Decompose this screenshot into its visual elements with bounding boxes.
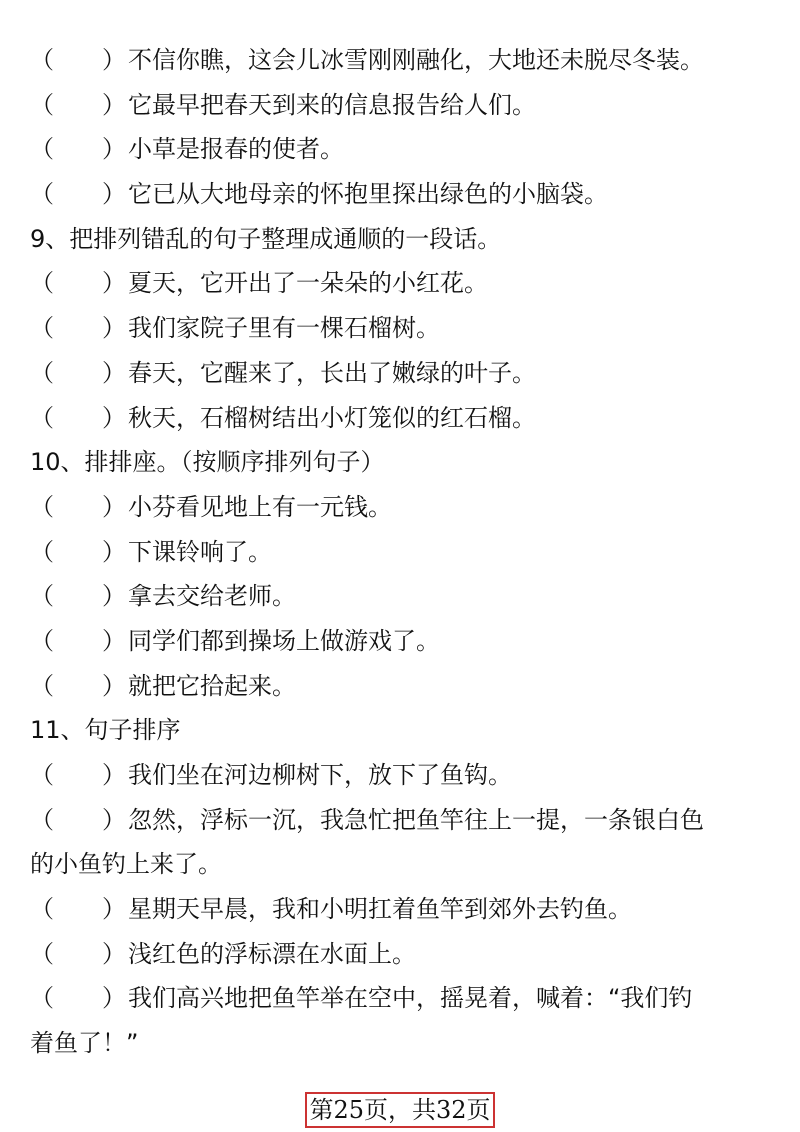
- list-item: [30, 887, 775, 932]
- list-item: [30, 664, 775, 709]
- sentence-continuation: 的小鱼钓上来了。: [30, 850, 222, 879]
- list-item: [30, 351, 775, 396]
- sentence-text: 下课铃响了。: [128, 537, 272, 566]
- sentence-text: 我们家院子里有一棵石榴树。: [128, 314, 440, 343]
- answer-blank[interactable]: （ ）: [30, 984, 126, 1013]
- answer-blank[interactable]: （ ）: [30, 180, 126, 209]
- answer-blank[interactable]: （ ）: [30, 761, 126, 789]
- answer-blank[interactable]: （ ）: [30, 46, 126, 74]
- answer-blank[interactable]: （ ）: [30, 671, 126, 700]
- sentence-continuation: 着鱼了！”: [30, 1029, 139, 1058]
- sentence-text: 同学们都到操场上做游戏了。: [128, 626, 440, 655]
- page-number: 第25页，共32页: [305, 1092, 494, 1128]
- sentence-text: 它最早把春天到来的信息报告给人们。: [128, 90, 536, 119]
- answer-blank[interactable]: （ ）: [30, 314, 126, 343]
- list-item: [30, 306, 775, 351]
- question-10-title: 10、排排座。（按顺序排列句子）: [30, 448, 385, 477]
- list-item: [30, 38, 775, 83]
- list-item: [30, 574, 775, 619]
- sentence-text: 它已从大地母亲的怀抱里探出绿色的小脑袋。: [128, 180, 608, 209]
- worksheet-content: [30, 38, 775, 1066]
- sentence-text: 拿去交给老师。: [128, 582, 296, 611]
- sentence-text: 秋天，石榴树结出小灯笼似的红石榴。: [128, 403, 536, 432]
- sentence-text: 就把它拾起来。: [128, 671, 296, 700]
- list-item: [30, 753, 775, 798]
- list-item: [30, 485, 775, 530]
- answer-blank[interactable]: （ ）: [30, 537, 126, 566]
- answer-blank[interactable]: （ ）: [30, 135, 126, 164]
- sentence-text: 星期天早晨，我和小明扛着鱼竿到郊外去钓鱼。: [128, 895, 632, 924]
- question-11-title: 11、句子排序: [30, 716, 181, 745]
- list-item: [30, 83, 775, 128]
- question-9-title: 9、把排列错乱的句子整理成通顺的一段话。: [30, 224, 502, 253]
- sentence-text: 小草是报春的使者。: [128, 135, 344, 164]
- answer-blank[interactable]: （ ）: [30, 269, 126, 298]
- sentence-text: 我们高兴地把鱼竿举在空中，摇晃着，喊着：“我们钓: [128, 984, 693, 1013]
- sentence-text: 浅红色的浮标漂在水面上。: [128, 939, 416, 968]
- sentence-text: 我们坐在河边柳树下，放下了鱼钩。: [128, 761, 512, 789]
- list-item: [30, 261, 775, 306]
- list-item: [30, 396, 775, 441]
- list-item: [30, 932, 775, 977]
- list-item: [30, 619, 775, 664]
- list-item: [30, 976, 775, 1021]
- answer-blank[interactable]: （ ）: [30, 626, 126, 655]
- answer-blank[interactable]: （ ）: [30, 358, 126, 387]
- sentence-text: 春天，它醒来了，长出了嫩绿的叶子。: [128, 358, 536, 387]
- sentence-text: 忽然，浮标一沉，我急忙把鱼竿往上一提，一条银白色: [128, 805, 704, 834]
- answer-blank[interactable]: （ ）: [30, 939, 126, 968]
- page-footer: [0, 1092, 800, 1128]
- sentence-text: 夏天，它开出了一朵朵的小红花。: [128, 269, 488, 298]
- list-item: [30, 172, 775, 217]
- answer-blank[interactable]: （ ）: [30, 805, 126, 834]
- answer-blank[interactable]: （ ）: [30, 895, 126, 924]
- answer-blank[interactable]: （ ）: [30, 90, 126, 119]
- sentence-text: 小芬看见地上有一元钱。: [128, 492, 392, 521]
- list-item: [30, 530, 775, 575]
- answer-blank[interactable]: （ ）: [30, 492, 126, 521]
- answer-blank[interactable]: （ ）: [30, 582, 126, 611]
- sentence-text: 不信你瞧，这会儿冰雪刚刚融化，大地还未脱尽冬装。: [128, 46, 704, 74]
- list-item: [30, 127, 775, 172]
- answer-blank[interactable]: （ ）: [30, 403, 126, 432]
- list-item: [30, 798, 775, 843]
